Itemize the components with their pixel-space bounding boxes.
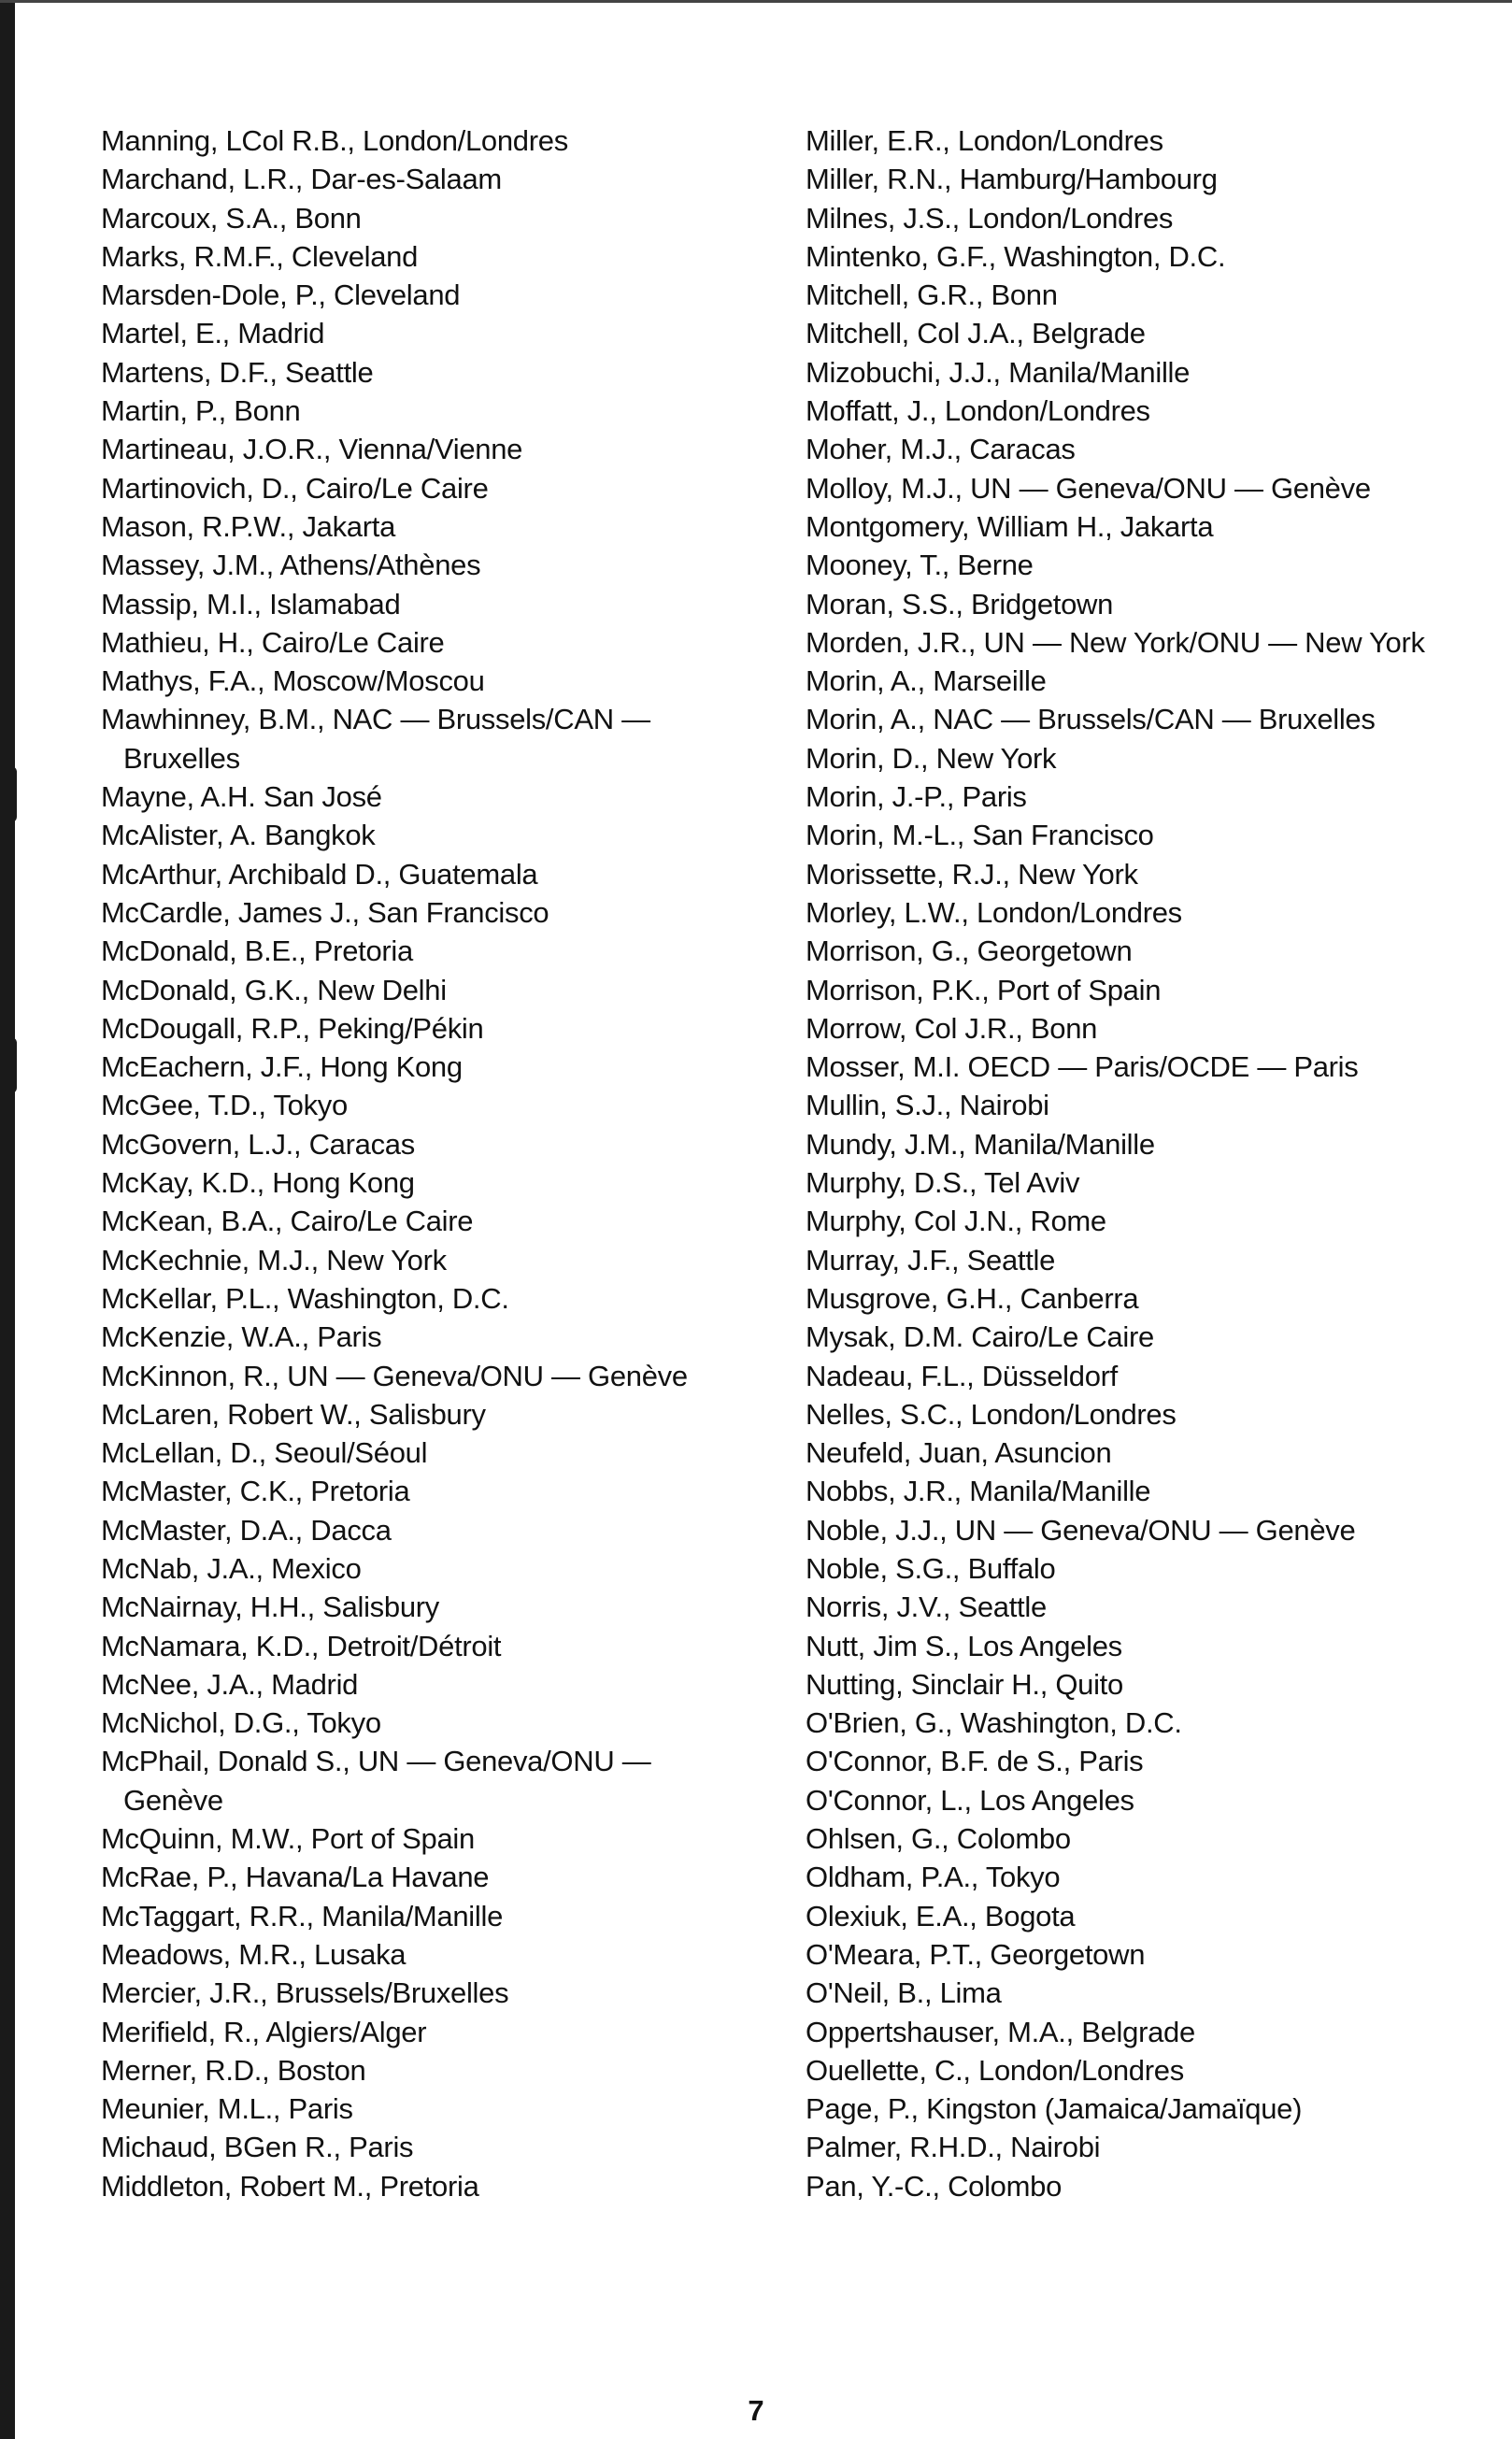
directory-entry: Meunier, M.L., Paris	[101, 2092, 353, 2126]
directory-entry: Murphy, Col J.N., Rome	[806, 1205, 1106, 1238]
directory-entry: Morrison, G., Georgetown	[806, 934, 1133, 968]
directory-entry: McGee, T.D., Tokyo	[101, 1089, 348, 1122]
directory-entry: McDougall, R.P., Peking/Pékin	[101, 1011, 484, 1045]
directory-entry: Mintenko, G.F., Washington, D.C.	[806, 239, 1226, 273]
directory-entry: Ouellette, C., London/Londres	[806, 2053, 1184, 2087]
directory-entry: Miller, E.R., London/Londres	[806, 124, 1163, 157]
directory-entry: McNab, J.A., Mexico	[101, 1551, 362, 1585]
directory-entry: Noble, S.G., Buffalo	[806, 1551, 1056, 1585]
directory-entry: Morin, A., Marseille	[806, 664, 1047, 698]
directory-entry: Mitchell, G.R., Bonn	[806, 278, 1058, 312]
directory-entry: Oldham, P.A., Tokyo	[806, 1861, 1061, 1894]
directory-entry: Martinovich, D., Cairo/Le Caire	[101, 471, 489, 505]
directory-entry: O'Meara, P.T., Georgetown	[806, 1937, 1146, 1971]
directory-entry: Nutt, Jim S., Los Angeles	[806, 1629, 1122, 1662]
directory-entry: McNamara, K.D., Detroit/Détroit	[101, 1629, 502, 1662]
directory-entry: Michaud, BGen R., Paris	[101, 2131, 414, 2164]
top-rule	[0, 0, 1512, 3]
directory-entry: Nelles, S.C., London/Londres	[806, 1397, 1177, 1431]
binding-notch	[7, 1037, 17, 1093]
directory-entry: McEachern, J.F., Hong Kong	[101, 1050, 463, 1084]
directory-entry: Mercier, J.R., Brussels/Bruxelles	[101, 1976, 509, 2010]
directory-entry: Marchand, L.R., Dar-es-Salaam	[101, 163, 502, 196]
directory-entry: McKellar, P.L., Washington, D.C.	[101, 1281, 509, 1315]
directory-entry: Nobbs, J.R., Manila/Manille	[806, 1475, 1151, 1508]
directory-entry: Marcoux, S.A., Bonn	[101, 201, 362, 235]
directory-entry: McMaster, C.K., Pretoria	[101, 1475, 410, 1508]
directory-entry: McKean, B.A., Cairo/Le Caire	[101, 1205, 474, 1238]
directory-entry: Mysak, D.M. Cairo/Le Caire	[806, 1320, 1154, 1354]
directory-entry: McKechnie, M.J., New York	[101, 1243, 447, 1277]
directory-entry: Molloy, M.J., UN — Geneva/ONU — Genève	[806, 471, 1371, 505]
directory-entry: Page, P., Kingston (Jamaica/Jamaïque)	[806, 2092, 1303, 2126]
directory-entry: Nutting, Sinclair H., Quito	[806, 1667, 1123, 1701]
directory-entry: Mullin, S.J., Nairobi	[806, 1089, 1049, 1122]
directory-entry: Morrison, P.K., Port of Spain	[806, 973, 1162, 1006]
directory-entry: O'Connor, L., Los Angeles	[806, 1783, 1134, 1817]
directory-entry: McQuinn, M.W., Port of Spain	[101, 1822, 475, 1856]
directory-entry: Moher, M.J., Caracas	[806, 433, 1076, 466]
directory-entry: McNichol, D.G., Tokyo	[101, 1706, 381, 1740]
directory-entry: Marks, R.M.F., Cleveland	[101, 239, 419, 273]
directory-entry: McPhail, Donald S., UN — Geneva/ONU — Genève	[101, 1745, 651, 1817]
directory-entry: Middleton, Robert M., Pretoria	[101, 2169, 479, 2203]
directory-entry: Miller, R.N., Hamburg/Hambourg	[806, 163, 1218, 196]
directory-entry: Olexiuk, E.A., Bogota	[806, 1899, 1076, 1933]
directory-entry: Martineau, J.O.R., Vienna/Vienne	[101, 433, 523, 466]
directory-entry: Martens, D.F., Seattle	[101, 355, 374, 389]
directory-entry: Mundy, J.M., Manila/Manille	[806, 1127, 1155, 1161]
directory-entry: Martin, P., Bonn	[101, 394, 301, 428]
directory-entry: O'Neil, B., Lima	[806, 1976, 1002, 2010]
directory-entry: Neufeld, Juan, Asuncion	[806, 1436, 1112, 1470]
directory-entry: McTaggart, R.R., Manila/Manille	[101, 1899, 504, 1933]
directory-entry: Morin, J.-P., Paris	[806, 780, 1027, 814]
directory-entry: McGovern, L.J., Caracas	[101, 1127, 415, 1161]
left-column-list	[101, 121, 699, 2205]
directory-entry: Mason, R.P.W., Jakarta	[101, 509, 396, 543]
directory-entry: McKinnon, R., UN — Geneva/ONU — Genève	[101, 1359, 688, 1392]
directory-entry: Mooney, T., Berne	[806, 549, 1034, 582]
directory-entry: Musgrove, G.H., Canberra	[806, 1281, 1139, 1315]
directory-entry: Morissette, R.J., New York	[806, 857, 1138, 891]
directory-entry: Merifield, R., Algiers/Alger	[101, 2015, 427, 2048]
directory-entry: Merner, R.D., Boston	[101, 2053, 366, 2087]
directory-entry: Nadeau, F.L., Düsseldorf	[806, 1359, 1118, 1392]
directory-entry: McDonald, B.E., Pretoria	[101, 934, 413, 968]
directory-entry: Marsden-Dole, P., Cleveland	[101, 278, 461, 312]
directory-entry: Morden, J.R., UN — New York/ONU — New York	[806, 625, 1425, 659]
directory-entry: Moran, S.S., Bridgetown	[806, 587, 1114, 620]
directory-entry: Morin, M.-L., San Francisco	[806, 819, 1154, 852]
directory-entry: O'Brien, G., Washington, D.C.	[806, 1706, 1182, 1740]
directory-entry: Pan, Y.-C., Colombo	[806, 2169, 1063, 2203]
directory-entry: McRae, P., Havana/La Havane	[101, 1861, 490, 1894]
directory-entry: McAlister, A. Bangkok	[101, 819, 376, 852]
directory-entry: Mayne, A.H. San José	[101, 780, 382, 814]
directory-entry: Norris, J.V., Seattle	[806, 1590, 1047, 1624]
directory-entry: Ohlsen, G., Colombo	[806, 1822, 1071, 1856]
directory-entry: Mathieu, H., Cairo/Le Caire	[101, 625, 445, 659]
directory-entry: Oppertshauser, M.A., Belgrade	[806, 2015, 1195, 2048]
directory-entry: Mawhinney, B.M., NAC — Brussels/CAN — Bruxelles	[101, 703, 650, 775]
directory-entry: McKay, K.D., Hong Kong	[101, 1166, 415, 1200]
directory-entry: Morley, L.W., London/Londres	[806, 895, 1182, 929]
directory-entry: Murphy, D.S., Tel Aviv	[806, 1166, 1080, 1200]
directory-entry: Mosser, M.I. OECD — Paris/OCDE — Paris	[806, 1050, 1359, 1084]
page-number: 7	[748, 2394, 764, 2427]
page-binding-edge	[0, 0, 15, 2439]
directory-entry: Mathys, F.A., Moscow/Moscou	[101, 664, 485, 698]
directory-entry: Massey, J.M., Athens/Athènes	[101, 549, 481, 582]
directory-entry: McLaren, Robert W., Salisbury	[101, 1397, 486, 1431]
directory-entry: Murray, J.F., Seattle	[806, 1243, 1056, 1277]
directory-entry: Morin, A., NAC — Brussels/CAN — Bruxelles	[806, 703, 1376, 736]
directory-entry: McArthur, Archibald D., Guatemala	[101, 857, 538, 891]
directory-entry: Morrow, Col J.R., Bonn	[806, 1011, 1098, 1045]
directory-entry: McKenzie, W.A., Paris	[101, 1320, 382, 1354]
directory-entry: McNairnay, H.H., Salisbury	[101, 1590, 439, 1624]
right-column-list	[806, 121, 1450, 2205]
directory-entry: McMaster, D.A., Dacca	[101, 1513, 392, 1547]
directory-entry: Manning, LCol R.B., London/Londres	[101, 124, 568, 157]
directory-entry: Meadows, M.R., Lusaka	[101, 1937, 407, 1971]
directory-entry: McNee, J.A., Madrid	[101, 1667, 359, 1701]
directory-entry: Noble, J.J., UN — Geneva/ONU — Genève	[806, 1513, 1356, 1547]
directory-entry: O'Connor, B.F. de S., Paris	[806, 1745, 1144, 1778]
directory-entry: Palmer, R.H.D., Nairobi	[806, 2131, 1101, 2164]
directory-entry: McCardle, James J., San Francisco	[101, 895, 549, 929]
binding-notch	[7, 766, 17, 822]
directory-entry: Morin, D., New York	[806, 741, 1057, 775]
directory-entry: Mizobuchi, J.J., Manila/Manille	[806, 355, 1191, 389]
directory-entry: Milnes, J.S., London/Londres	[806, 201, 1174, 235]
directory-entry: McLellan, D., Seoul/Séoul	[101, 1436, 428, 1470]
directory-entry: Mitchell, Col J.A., Belgrade	[806, 317, 1146, 350]
directory-entry: Martel, E., Madrid	[101, 317, 325, 350]
directory-entry: Moffatt, J., London/Londres	[806, 394, 1150, 428]
directory-entry: Massip, M.I., Islamabad	[101, 587, 401, 620]
directory-entry: Montgomery, William H., Jakarta	[806, 509, 1214, 543]
directory-entry: McDonald, G.K., New Delhi	[101, 973, 447, 1006]
